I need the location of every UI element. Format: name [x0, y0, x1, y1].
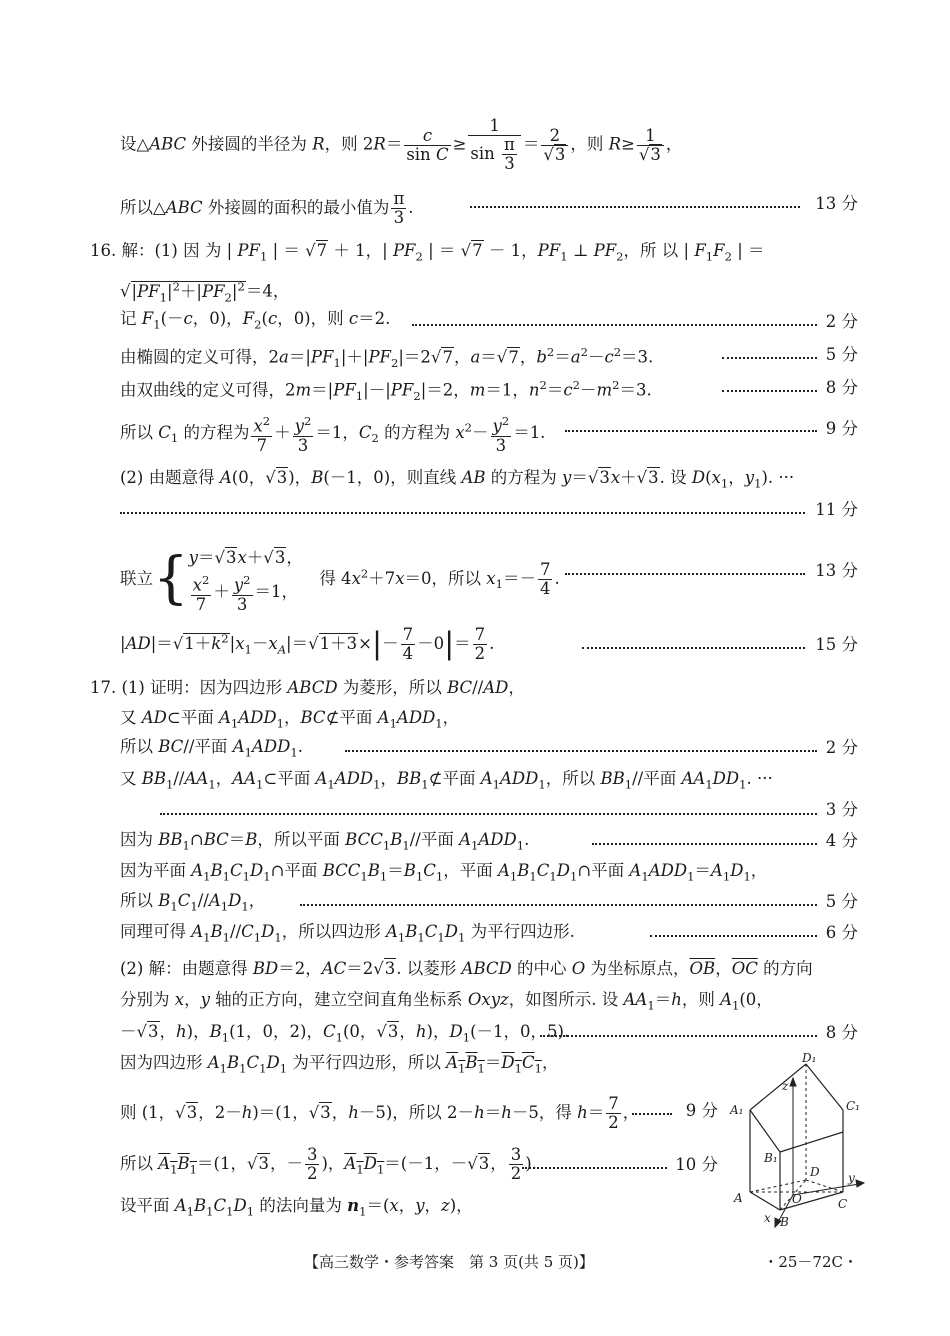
leader-dots	[582, 647, 805, 649]
score-label: 6 分	[825, 923, 858, 942]
score-label: 8 分	[825, 1023, 858, 1042]
leader-dots	[300, 904, 817, 906]
text-line: 又 $BB_1//AA_1$，$AA_1\subset$平面 $A_1ADD_1$，$BB_1⊄$平面 $A_1ADD_1$，所以 $BB_1//$平面 $AA_1DD_1$. ···	[120, 769, 773, 792]
text-line: 所以 $B_1C_1//A_1D_1$，	[120, 891, 266, 914]
score-label: 8 分	[825, 378, 858, 397]
text-line: 所以 BC//平面 $A_1ADD_1$.	[120, 737, 303, 760]
label-y: y	[848, 1171, 855, 1185]
leader-dots	[632, 1113, 672, 1115]
axis-z-arrow	[790, 1078, 796, 1086]
leader-dots	[412, 324, 817, 326]
text-line: 设平面 $A_1B_1C_1D_1$ 的法向量为 $n_1=(x$，y，z)，	[120, 1196, 473, 1219]
label-B1: B₁	[764, 1151, 778, 1165]
score-label: 5 分	[825, 892, 858, 911]
label-C: C	[838, 1197, 848, 1211]
leader-dots	[540, 1035, 817, 1037]
edge-B1C1	[780, 1132, 843, 1152]
leader-dots	[470, 206, 800, 208]
score-label: 13 分	[815, 194, 858, 213]
edge-A1B1	[750, 1110, 780, 1152]
score-label: 9 分	[685, 1101, 718, 1120]
edge-D1C1	[806, 1064, 843, 1110]
text-line: 由椭圆的定义可得，$2a=|PF_1|+|PF_2|=2√7$，a＝√7，$b^2=a^2-c^2=3$.	[120, 345, 654, 370]
score-label: 9 分	[825, 419, 858, 438]
text-line: 同理可得 $A_1B_1//C_1D_1$，所以四边形 $A_1B_1C_1D_1$ 为平行四边形.	[120, 922, 575, 945]
label-A1: A₁	[730, 1103, 744, 1117]
score-label: 15 分	[815, 635, 858, 654]
score-label: 13 分	[815, 561, 858, 580]
text-line: 又 AD⊂平面 $A_1ADD_1$，BC⊄平面 $A_1ADD_1$，	[120, 708, 460, 731]
label-A: A	[734, 1191, 743, 1205]
text-line: 因为平面 $A_1B_1C_1D_1\cap$平面 $BCC_1B_1=B_1C_1$，平面 $A_1B_1C_1D_1\cap$平面 $A_1ADD_1=A_1D_1$，	[120, 861, 768, 884]
text-line: (2) 由题意得 A(0，√3)，B(－1，0)，则直线 AB 的方程为 y＝√3x＋√3. 设 $D(x_1$，$y_1$). ···	[120, 468, 795, 491]
edge-A1D1	[750, 1064, 806, 1110]
text-line: 联立{ y＝√3x＋√3， $\frac{x^2}{7}$ ＋ $\frac{y^2}{3}$ ＝1， 得 $4x^2+7x=0$，所以 $x_1=-$ $\frac{7}{4}$ .	[120, 546, 560, 614]
leader-dots	[120, 512, 805, 514]
text-line: 记 $F_1(-c$，0)，$F_2(c$，0)，则 c＝2.	[120, 309, 391, 332]
score-label: 11 分	[815, 500, 858, 519]
score-label: 5 分	[825, 345, 858, 364]
text-line: 所以 $A_1B_1=(1$，√3，－ $\frac{3}{2}$ )，$A_1D_1=(-1$，－√3， $\frac{3}{2}$ ).	[120, 1145, 537, 1183]
edge-AB	[750, 1192, 780, 1210]
leader-dots	[592, 843, 817, 845]
leader-dots	[565, 430, 817, 432]
label-O: O	[792, 1192, 802, 1206]
leader-dots	[345, 750, 817, 752]
score-label: 2 分	[825, 738, 858, 757]
label-B: B	[780, 1215, 789, 1229]
text-line: (2) 解：由题意得 BD＝2，AC＝2√3. 以菱形 ABCD 的中心 O 为坐标原点，$\overline{OB}$，$\overline{OC}$ 的方向	[120, 959, 813, 978]
score-label: 3 分	[825, 800, 858, 819]
score-label: 10 分	[675, 1155, 718, 1174]
axis-y	[793, 1184, 859, 1195]
text-line: 所以 $C_1$ 的方程为 $\frac{x^2}{7}$ ＋ $\frac{y^2}{3}$ ＝1，$C_2$ 的方程为 $x^2-$ $\frac{y^2}{3}$ ＝1.	[120, 414, 546, 455]
score-label: 2 分	[825, 312, 858, 331]
leader-dots	[722, 357, 817, 359]
text-line: 则 (1，√3，2－h)＝(1，√3，h－5)，所以 2－h＝h－5，得 h＝ $\frac{7}{2}$ ，	[120, 1094, 640, 1132]
label-D: D	[810, 1165, 820, 1179]
text-line: 所以△ABC 外接圆的面积的最小值为 $\frac{\pi}{3}$ .	[120, 189, 414, 227]
footer-code: ・25－72C・	[763, 1253, 858, 1271]
leader-dots	[722, 390, 817, 392]
text-line: 设△ABC 外接圆的半径为 R，则 2R＝ $\frac{c}{\text{sin C}}$ ≥ 1 sin $\frac{\pi}{3}$ ＝ $\frac{2}{√3}$ ，则 R≥ $\frac{1}{√3}$ ，	[120, 116, 683, 173]
leader-dots	[160, 813, 817, 815]
label-x: x	[764, 1211, 771, 1225]
label-z: z	[782, 1079, 789, 1093]
text-line: 由双曲线的定义可得，$2m=|PF_1|-|PF_2|=2$，m＝1，$n^2=c^2-m^2=3$.	[120, 378, 652, 403]
leader-dots	[522, 1167, 667, 1169]
leader-dots	[565, 573, 805, 575]
text-line: －√3，h)，$B_1(1$，0，2)，$C_1(0$，√3，h)，$D_1(-1$，0，5).	[120, 1022, 570, 1045]
text-line: 因为四边形 $A_1B_1C_1D_1$ 为平行四边形，所以 $A_1B_1=D_1C_1$，	[120, 1053, 559, 1076]
text-line: 分别为 x，y 轴的正方向，建立空间直角坐标系 Oxyz，如图所示. 设 $AA_1=h$，则 $A_1(0$，	[120, 990, 773, 1013]
label-D1: D₁	[802, 1052, 817, 1065]
text-line: 因为 $BB_1\cap BC=B$，所以平面 $BCC_1B_1//$平面 $A_1ADD_1$.	[120, 830, 530, 853]
text-line: $|AD|=√1+k^2|x_1-x_A|=√1+3\times|-$ $\frac{7}{4}$ －0|＝ $\frac{7}{2}$ .	[120, 625, 495, 663]
axis-y-arrow	[856, 1180, 864, 1187]
label-C1: C₁	[846, 1099, 860, 1113]
footer-title: 【高三数学・参考答案 第 3 页(共 5 页)】	[304, 1253, 594, 1271]
text-line: $√|PF_1|^2+|PF_2|^2=4$，	[120, 279, 290, 304]
text-line: 17. (1) 证明：因为四边形 ABCD 为菱形，所以 BC//AD，	[90, 678, 525, 697]
score-label: 4 分	[825, 831, 858, 850]
leader-dots	[650, 935, 817, 937]
prism-figure	[722, 1052, 872, 1232]
text-line: 16. 解：(1) 因 为 | $PF_1$ | ＝ √7 ＋ 1，| $PF_2$ | ＝ √7 － 1，$PF_1$ ⊥ $PF_2$，所 以 | $F_1F_2$ | ＝	[90, 241, 765, 264]
